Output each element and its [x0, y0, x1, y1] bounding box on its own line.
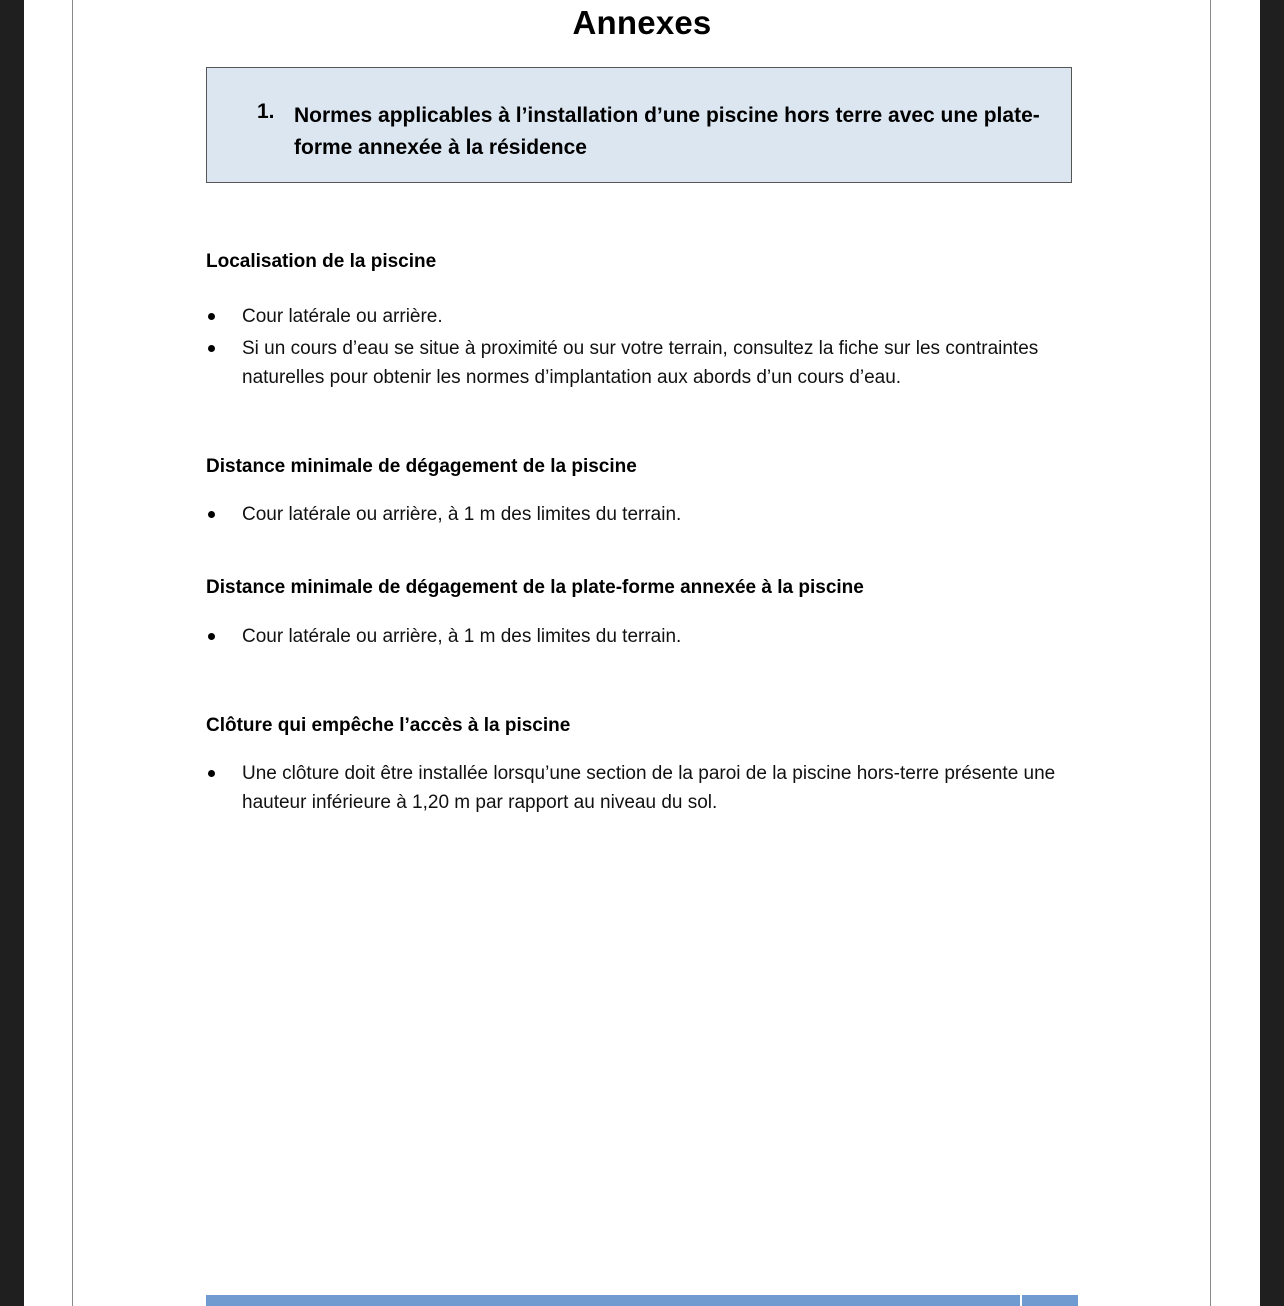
subsection-heading-distance-piscine: Distance minimale de dégagement de la piscine: [206, 456, 637, 477]
bullet-icon: [208, 511, 215, 518]
bullet-icon: [208, 770, 215, 777]
section-heading-box: [206, 67, 1072, 183]
viewer-gutter-right: [1260, 0, 1284, 1306]
section-number: 1.: [257, 100, 275, 123]
section-heading: Normes applicables à l’installation d’une piscine hors terre avec une plate-forme annexée à la résidence: [294, 104, 1040, 159]
bullet-icon: [208, 345, 215, 352]
list-item-text: Cour latérale ou arrière, à 1 m des limites du terrain.: [242, 504, 682, 525]
list-item: [206, 500, 1086, 529]
bullet-icon: [208, 633, 215, 640]
page-border-right: [1210, 0, 1211, 1306]
list-item: [206, 622, 1086, 651]
list-item-text: Cour latérale ou arrière, à 1 m des limites du terrain.: [242, 626, 682, 647]
viewer-gutter-left: [0, 0, 24, 1306]
list-item: [206, 759, 1086, 817]
subsection-heading-cloture: Clôture qui empêche l’accès à la piscine: [206, 715, 571, 736]
page-title: Annexes: [572, 4, 712, 41]
list-item-text: Cour latérale ou arrière.: [242, 306, 443, 327]
document-page: [24, 0, 1260, 1306]
bullet-icon: [208, 313, 215, 320]
subsection-heading-distance-plateforme: Distance minimale de dégagement de la plate-forme annexée à la piscine: [206, 577, 864, 598]
page-border-left: [72, 0, 73, 1306]
list-item: [206, 302, 1086, 331]
list-item-text: Si un cours d’eau se situe à proximité ou sur votre terrain, consultez la fiche sur les contraintes naturelles pour obtenir les normes d’implantation aux abords d’un cours d’eau.: [242, 338, 1039, 388]
subsection-heading-localisation: Localisation de la piscine: [206, 251, 437, 272]
list-item: [206, 334, 1086, 392]
footer-bar: [206, 1295, 1078, 1306]
footer-bar-separator: [1020, 1295, 1022, 1306]
list-item-text: Une clôture doit être installée lorsqu’une section de la paroi de la piscine hors-terre présente une hauteur inférieure à 1,20 m par rapport au niveau du sol.: [242, 763, 1056, 813]
